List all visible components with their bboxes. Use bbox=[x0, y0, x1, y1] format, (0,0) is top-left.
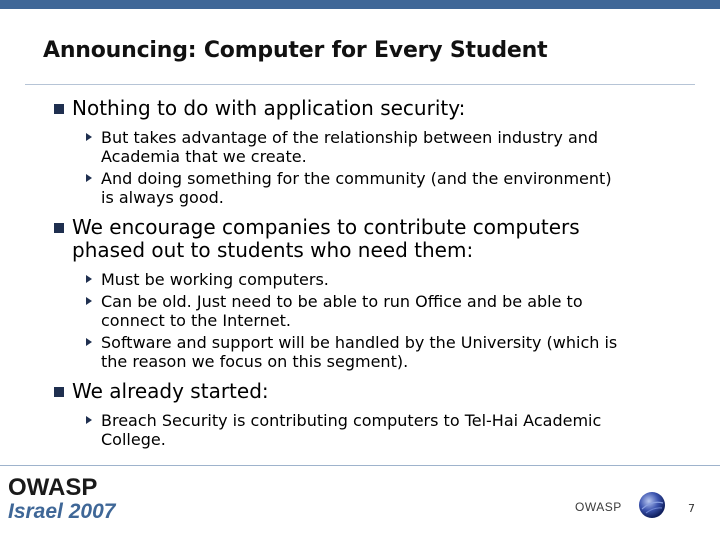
bullet-3 bbox=[52, 380, 702, 403]
sub-bullet-1-1-line2: Academia that we create. bbox=[101, 147, 307, 166]
triangle-bullet-icon bbox=[86, 297, 92, 305]
slide-content bbox=[52, 97, 702, 452]
footer-brand: OWASP bbox=[575, 500, 622, 514]
sub-bullet-2-1-line1: Must be working computers. bbox=[101, 270, 329, 289]
logo-line1: OWASP bbox=[8, 474, 98, 501]
bullet-1 bbox=[52, 97, 702, 120]
sub-bullet-2-2-line2: connect to the Internet. bbox=[101, 311, 291, 330]
logo-line2: Israel 2007 bbox=[8, 500, 116, 523]
triangle-bullet-icon bbox=[86, 133, 92, 141]
sub-bullet-1-1 bbox=[52, 128, 702, 166]
sub-bullet-3-1-line1: Breach Security is contributing computers to Tel-Hai Academic bbox=[101, 411, 602, 430]
top-accent-bar bbox=[0, 0, 720, 9]
square-bullet-icon bbox=[54, 104, 64, 114]
bullet-2 bbox=[52, 216, 702, 262]
sub-bullet-1-2-line2: is always good. bbox=[101, 188, 224, 207]
triangle-bullet-icon bbox=[86, 416, 92, 424]
triangle-bullet-icon bbox=[86, 338, 92, 346]
bullet-1-text: Nothing to do with application security: bbox=[72, 96, 466, 120]
title-divider bbox=[25, 84, 695, 85]
triangle-bullet-icon bbox=[86, 275, 92, 283]
sub-bullet-3-1 bbox=[52, 411, 702, 449]
sub-bullet-2-1 bbox=[52, 270, 702, 289]
owasp-israel-logo bbox=[8, 476, 115, 524]
bullet-2-line1: We encourage companies to contribute computers bbox=[72, 215, 580, 239]
sub-bullet-2-3 bbox=[52, 333, 702, 371]
bullet-3-text: We already started: bbox=[72, 379, 269, 403]
sub-bullet-1-2 bbox=[52, 169, 702, 207]
sub-bullet-1-1-line1: But takes advantage of the relationship between industry and bbox=[101, 128, 599, 147]
sub-bullet-2-2 bbox=[52, 292, 702, 330]
footer-divider bbox=[0, 465, 720, 466]
sub-bullet-1-2-line1: And doing something for the community (and the environment) bbox=[101, 169, 612, 188]
square-bullet-icon bbox=[54, 387, 64, 397]
bullet-2-line2: phased out to students who need them: bbox=[72, 238, 474, 262]
sub-bullet-3-1-line2: College. bbox=[101, 430, 166, 449]
square-bullet-icon bbox=[54, 223, 64, 233]
triangle-bullet-icon bbox=[86, 174, 92, 182]
sub-bullet-2-2-line1: Can be old. Just need to be able to run Office and be able to bbox=[101, 292, 583, 311]
sub-bullet-2-3-line2: the reason we focus on this segment). bbox=[101, 352, 409, 371]
page-number: 7 bbox=[688, 502, 695, 515]
slide-title: Announcing: Computer for Every Student bbox=[43, 38, 548, 63]
owasp-globe-icon bbox=[637, 490, 667, 520]
sub-bullet-2-3-line1: Software and support will be handled by the University (which is bbox=[101, 333, 618, 352]
